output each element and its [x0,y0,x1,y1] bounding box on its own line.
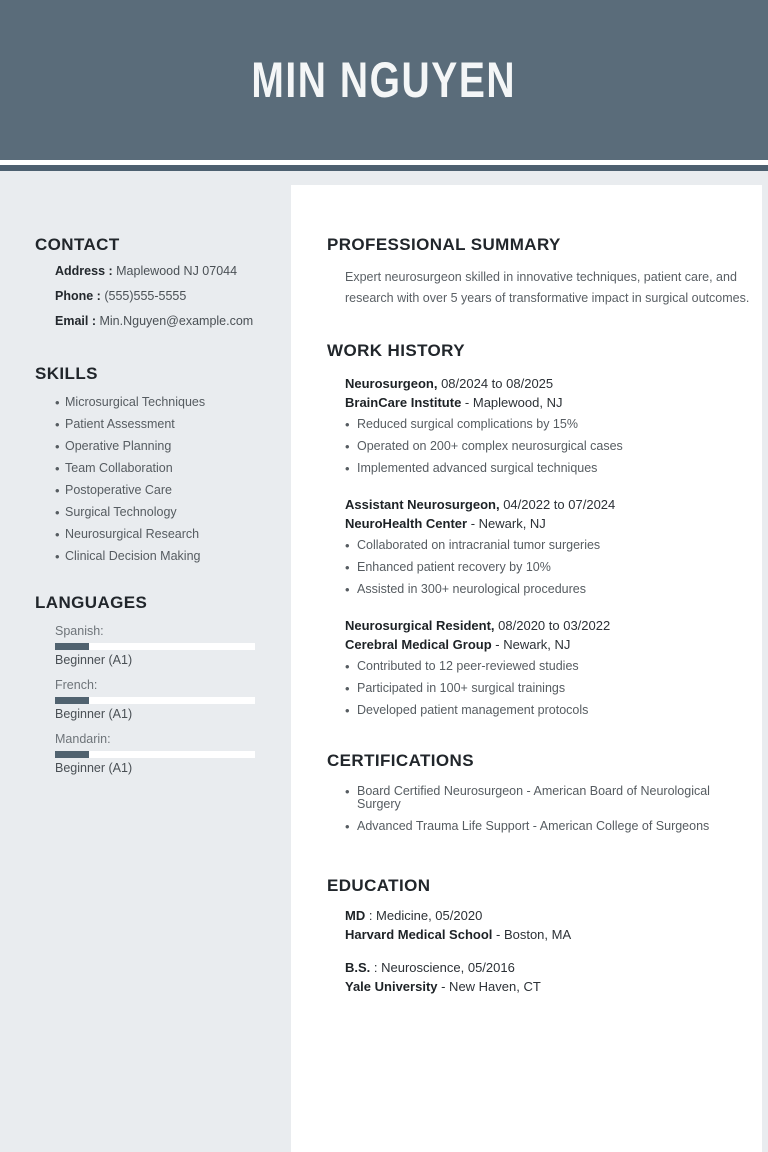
resume-name: MIN NGUYEN [251,52,517,108]
language-item [35,625,273,667]
education-entry [327,958,722,996]
job-dates: 08/2020 to 03/2022 [494,618,611,633]
sidebar [0,171,291,1152]
education-degree: B.S. [345,960,371,975]
main-panel [291,185,762,1152]
job-dates: 08/2024 to 08/2025 [437,376,554,391]
education-detail: : Medicine, 05/2020 [365,908,483,923]
job-entry [327,616,722,717]
section-heading-work-history: WORK HISTORY [327,341,465,360]
summary-section [327,235,750,309]
certification-item: • Board Certified Neurosurgeon - American Board of Neurological Surgery [327,785,722,811]
job-title: Neurosurgical Resident, [345,618,495,633]
job-employer-line [345,514,722,533]
skill-item: • Operative Planning [35,440,273,453]
education-school: Harvard Medical School [345,927,493,942]
job-entry [327,495,722,596]
job-dates: 04/2022 to 07/2024 [499,497,616,512]
job-title-line [345,374,722,393]
job-title: Assistant Neurosurgeon, [345,497,500,512]
language-name: Mandarin: [55,732,111,746]
job-employer-line [345,393,722,412]
education-entry [327,906,722,944]
language-progress-bar [55,643,255,650]
job-bullet-list [327,418,722,475]
section-heading-summary: PROFESSIONAL SUMMARY [327,235,561,254]
job-bullet: • Collaborated on intracranial tumor surgeries [327,539,722,552]
skill-item: • Postoperative Care [35,484,273,497]
language-name: Spanish: [55,624,104,638]
education-section [327,876,722,996]
education-school: Yale University [345,979,438,994]
education-location: - Boston, MA [492,927,572,942]
skill-list [35,396,273,563]
language-level: Beginner (A1) [55,707,133,721]
certifications-section [327,751,722,833]
work-history-section [327,341,722,717]
language-progress-fill [55,697,89,704]
education-school-line [345,925,722,944]
skill-item: • Team Collaboration [35,462,273,475]
contact-value: (555)555-5555 [104,289,187,303]
education-school-line [345,977,722,996]
job-location: - Maplewood, NJ [461,395,563,410]
education-degree-line [345,906,722,925]
language-progress-fill [55,751,89,758]
job-title-line [345,616,722,635]
skill-item: • Neurosurgical Research [35,528,273,541]
education-degree-line [345,958,722,977]
skill-item: • Surgical Technology [35,506,273,519]
job-bullet: • Implemented advanced surgical techniques [327,462,722,475]
job-bullet-list [327,660,722,717]
section-heading-education: EDUCATION [327,876,431,895]
skills-section [35,364,273,563]
job-bullet: • Participated in 100+ surgical trainings [327,682,722,695]
language-level: Beginner (A1) [55,761,133,775]
section-heading-skills: SKILLS [35,364,98,383]
contact-item-email [35,315,273,328]
job-location: - Newark, NJ [467,516,546,531]
job-bullet: • Operated on 200+ complex neurosurgical cases [327,440,722,453]
contact-label: Email : [55,314,96,328]
skill-item: • Clinical Decision Making [35,550,273,563]
language-item [35,733,273,775]
summary-text: Expert neurosurgeon skilled in innovative techniques, patient care, and research with over 5 years of transformative impact in surgical outcomes. [345,270,750,305]
contact-section [35,235,273,328]
education-detail: : Neuroscience, 05/2016 [370,960,515,975]
job-bullet: • Contributed to 12 peer-reviewed studies [327,660,722,673]
skill-item: • Microsurgical Techniques [35,396,273,409]
education-degree: MD [345,908,366,923]
section-heading-languages: LANGUAGES [35,593,148,612]
section-heading-contact: CONTACT [35,235,120,254]
resume-body [0,171,768,1152]
section-heading-certifications: CERTIFICATIONS [327,751,474,770]
certification-list [327,785,722,833]
job-employer: NeuroHealth Center [345,516,468,531]
education-location: - New Haven, CT [437,979,541,994]
language-progress-bar [55,697,255,704]
contact-label: Phone : [55,289,101,303]
contact-item-address [35,265,273,278]
certification-item: • Advanced Trauma Life Support - American College of Surgeons [327,820,722,833]
header-banner [0,0,768,160]
language-progress-fill [55,643,89,650]
job-employer-line [345,635,722,654]
job-bullet: • Enhanced patient recovery by 10% [327,561,722,574]
contact-label: Address : [55,264,113,278]
job-employer: Cerebral Medical Group [345,637,492,652]
languages-section [35,593,273,775]
language-name: French: [55,678,98,692]
job-bullet: • Developed patient management protocols [327,704,722,717]
contact-value: Min.Nguyen@example.com [99,314,254,328]
contact-item-phone [35,290,273,303]
job-title-line [345,495,722,514]
skill-item: • Patient Assessment [35,418,273,431]
language-item [35,679,273,721]
job-employer: BrainCare Institute [345,395,462,410]
job-title: Neurosurgeon, [345,376,438,391]
contact-value: Maplewood NJ 07044 [116,264,238,278]
job-bullet: • Reduced surgical complications by 15% [327,418,722,431]
job-entry [327,374,722,475]
language-level: Beginner (A1) [55,653,133,667]
job-bullet-list [327,539,722,596]
language-progress-bar [55,751,255,758]
job-location: - Newark, NJ [491,637,571,652]
job-bullet: • Assisted in 300+ neurological procedures [327,583,722,596]
